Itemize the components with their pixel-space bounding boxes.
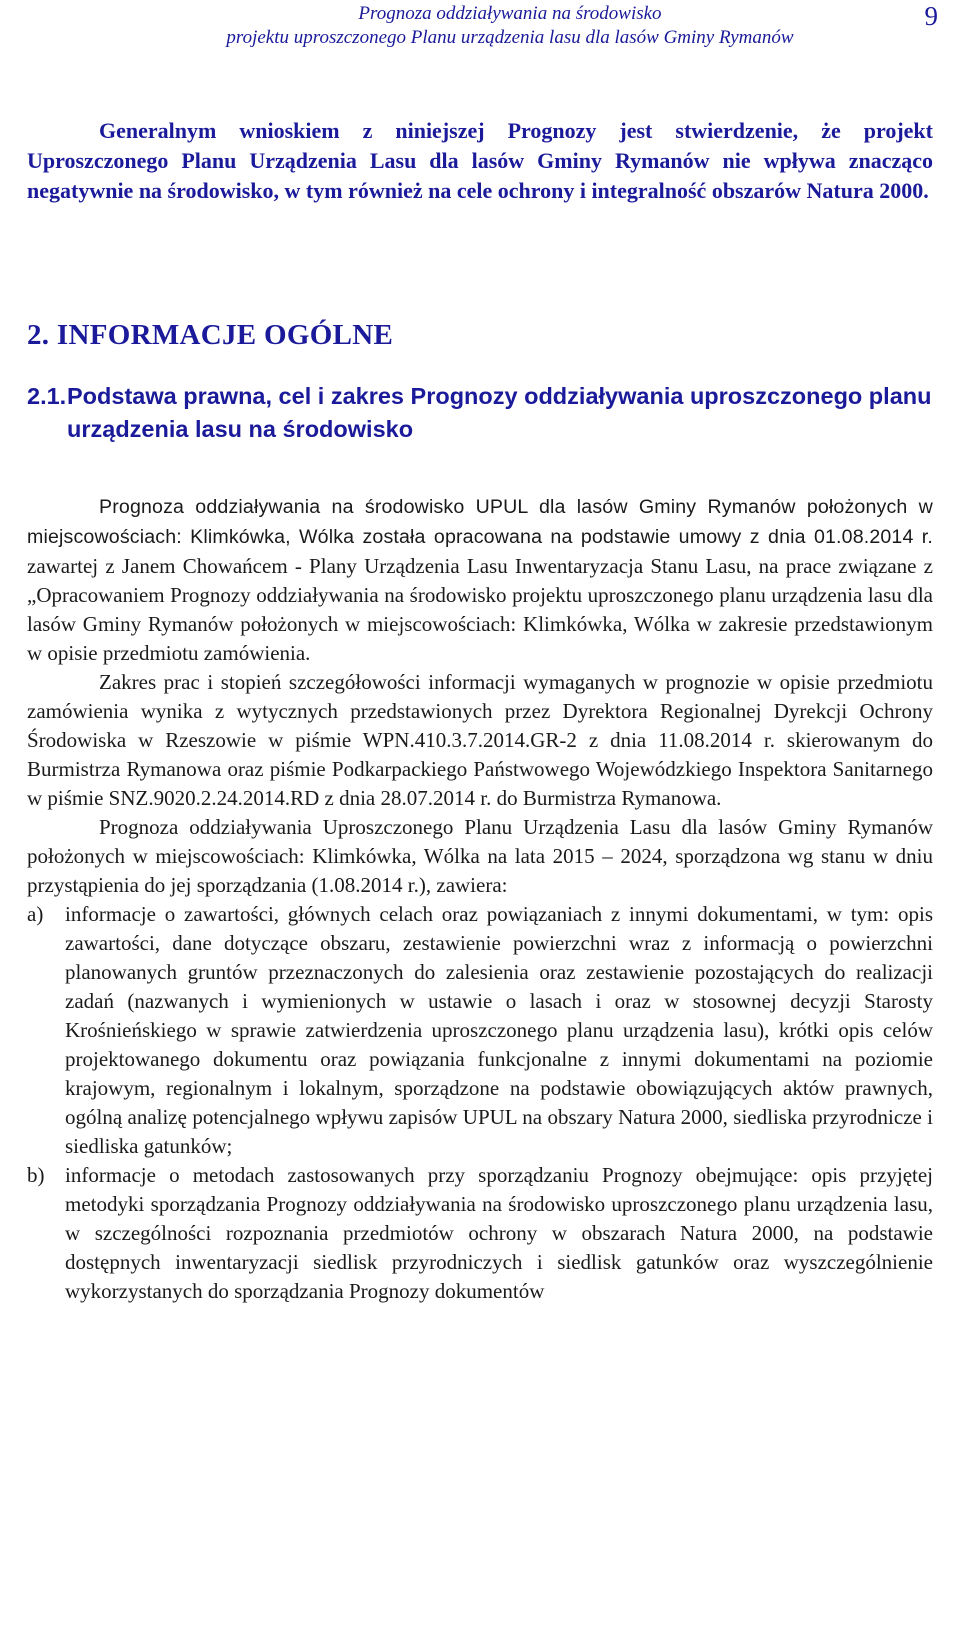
summary-conclusion: Generalnym wnioskiem z niniejszej Prognozy jest stwierdzenie, że projekt Uproszczonego Planu Urządzenia Lasu dla lasów Gminy Rymanów nie wpływa znacząco negatywnie na środowisko, w tym również na cele ochrony i integralność obszarów Natura 2000. (27, 118, 933, 203)
contents-list (27, 900, 933, 1306)
list-item-text: informacje o metodach zastosowanych przy sporządzaniu Prognozy obejmujące: opis przyjętej metodyki sporządzania Prognozy oddziaływania na środowisko uproszczonego planu urządzenia lasu, w szczególności rozpoznania przedmiotów ochrony w obszarach Natura 2000, na podstawie dostępnych inwentaryzacji siedlisk przyrodniczych i siedlisk gatunków oraz wyszczególnienie wykorzystanych do sporządzania Prognozy dokumentów (65, 1163, 933, 1303)
paragraph-scope: Zakres prac i stopień szczegółowości informacji wymaganych w prognozie w opisie przedmiotu zamówienia wynika z wytycznych przedstawionych przez Dyrektora Regionalnej Dyrekcji Ochrony Środowiska w Rzeszowie w piśmie WPN.410.3.7.2014.GR-2 z dnia 11.08.2014 r. skierowanym do Burmistrza Rymanowa oraz piśmie Podkarpackiego Państwowego Wojewódzkiego Inspektora Sanitarnego w piśmie SNZ.9020.2.24.2014.RD z dnia 28.07.2014 r. do Burmistrza Rymanowa. (27, 670, 933, 810)
header-title-line-2: projektu uproszczonego Planu urządzenia lasu dla lasów Gminy Rymanów (226, 27, 794, 48)
section-heading: 2. INFORMACJE OGÓLNE (27, 319, 394, 351)
subsection-number: 2.1. (27, 383, 67, 409)
page-number: 9 (924, 1, 938, 31)
running-header (200, 2, 820, 50)
paragraph-legal-basis-part-2: zawartej z Janem Chowańcem - Plany Urządzenia Lasu Inwentaryzacja Stanu Lasu, na prace związane z „Opracowaniem Prognozy oddziaływania na środowisko projektu uproszczonego planu urządzenia lasu dla lasów Gminy Rymanów położonych w miejscowościach: Klimkówka, Wólka w zakresie przedstawionym w opisie przedmiotu zamówienia. (27, 554, 933, 665)
list-item (27, 900, 933, 1161)
list-item (27, 1161, 933, 1306)
list-item-text: informacje o zawartości, głównych celach oraz powiązaniach z innymi dokumentami, w tym: opis zawartości, dane dotyczące obszaru, zestawienie powierzchni wraz z informacją o powierzchni planowanych gruntów przeznaczonych do zalesienia oraz zestawienie pozostających do realizacji zadań (nazwanych i wymienionych w ustawie o lasach i oraz w stosownej decyzji Starosty Krośnieńskiego w sprawie zatwierdzenia uproszczonego planu urządzenia lasu), krótki opis celów projektowanego dokumentu oraz powiązania funkcjonalne z innymi dokumentami na poziomie krajowym, regionalnym i lokalnym, sporządzone na podstawie obowiązujących aktów prawnych, ogólną analizę potencjalnego wpływu zapisów UPUL na obszary Natura 2000, siedliska przyrodnicze i siedliska gatunków; (65, 902, 933, 1158)
paragraph-contents-intro: Prognoza oddziaływania Uproszczonego Planu Urządzenia Lasu dla lasów Gminy Rymanów położonych w miejscowościach: Klimkówka, Wólka na lata 2015 – 2024, sporządzona wg stanu w dniu przystąpienia do jej sporządzania (1.08.2014 r.), zawiera: (27, 815, 933, 897)
list-item-marker: b) (27, 1163, 45, 1187)
header-title-line-1: Prognoza oddziaływania na środowisko (358, 3, 662, 24)
page-content (27, 116, 933, 1306)
list-item-marker: a) (27, 902, 44, 926)
paragraph-legal-basis-part-1: Prognoza oddziaływania na środowisko UPUL dla lasów Gminy Rymanów położonych w miejscowościach: Klimkówka, Wólka została opracowana na podstawie umowy z dnia 01.08.2014 r. (27, 496, 933, 548)
subsection-title: Podstawa prawna, cel i zakres Prognozy oddziaływania uproszczonego planu urządzenia lasu na środowisko (67, 383, 932, 442)
paragraph-legal-basis (27, 492, 933, 668)
subsection-heading (27, 380, 933, 446)
